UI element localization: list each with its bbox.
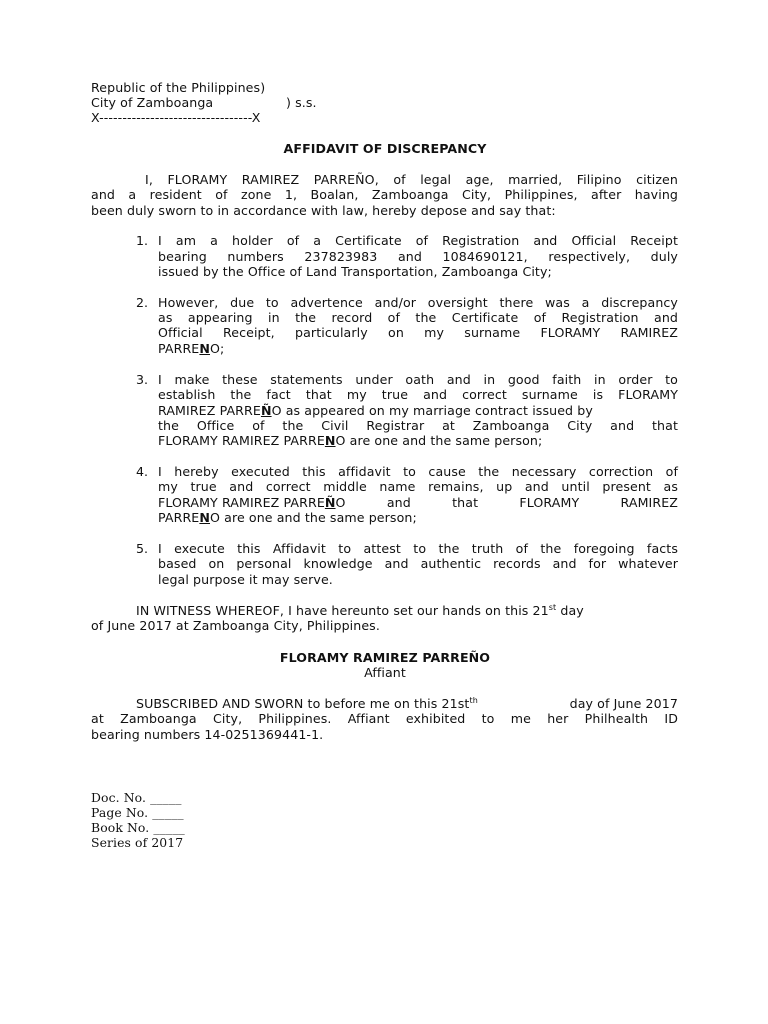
item-3-line-4: the Office of the Civil Registrar at Zamboanga City and that [158, 418, 678, 433]
affiant-name: FLORAMY RAMIREZ PARREÑO [279, 650, 491, 665]
item-4-emphasized-letter: Ñ [324, 495, 336, 510]
intro-line-2: and a resident of zone 1, Boalan, Zamboanga City, Philippines, after having [91, 187, 678, 202]
item-4-line-1: I hereby executed this affidavit to cause the necessary correction of [158, 464, 678, 479]
item-5-line-2: based on personal knowledge and authentic records and for whatever [158, 556, 678, 571]
item-3-line-3 [158, 403, 593, 419]
item-1-line-2: bearing numbers 237823983 and 1084690121, respectively, duly [158, 249, 678, 264]
item-3-line-5-rest: O are one and the same person; [335, 433, 543, 448]
header-city: City of Zamboanga [91, 95, 214, 110]
item-1-line-3: issued by the Office of Land Transportation, Zamboanga City; [158, 264, 552, 279]
series: Series of 2017 [91, 835, 184, 850]
jurat-ordinal: th [469, 696, 478, 705]
intro-line-3: been duly sworn to in accordance with law, hereby depose and say that: [91, 203, 556, 218]
item-4-line-4-rest: O are one and the same person; [210, 510, 417, 525]
page-no: Page No. _____ [91, 805, 184, 820]
item-3-line-2: establish the fact that my true and correct surname is FLORAMY [158, 387, 678, 402]
jurat-date: day of June 2017 [565, 696, 678, 711]
item-4-name-start: FLORAMY RAMIREZ PARRE [158, 495, 325, 510]
witness-ordinal: st [548, 603, 557, 612]
affiant-label: Affiant [364, 665, 406, 680]
item-5-line-3: legal purpose it may serve. [158, 572, 333, 587]
item-4-surname-letter: N [199, 510, 211, 525]
header-x-line: X---------------------------------X [91, 110, 261, 125]
item-3-name-start: FLORAMY RAMIREZ PARRE [158, 433, 325, 448]
item-2-emphasized-letter: N [199, 341, 211, 356]
item-2-line-4 [158, 341, 224, 357]
item-4-line-3-rest: O and that FLORAMY RAMIREZ [335, 495, 678, 510]
header-ss: ) s.s. [286, 95, 317, 110]
item-3-line-5 [158, 433, 542, 449]
item-4-line-4 [158, 510, 417, 526]
jurat-line-1-left [136, 696, 478, 712]
jurat-line-3: bearing numbers 14-0251369441-1. [91, 727, 324, 742]
item-4-number: 4. [136, 464, 149, 479]
header-republic: Republic of the Philippines) [91, 80, 266, 95]
jurat-text: SUBSCRIBED AND SWORN to before me on this 21st [136, 696, 470, 711]
item-2-line-3: Official Receipt, particularly on my surname FLORAMY RAMIREZ [158, 325, 678, 340]
item-3-line-1: I make these statements under oath and in good faith in order to [158, 372, 678, 387]
item-4-line-3 [158, 495, 678, 511]
item-2-surname-start: PARRE [158, 341, 200, 356]
item-2-line-1: However, due to advertence and/or oversight there was a discrepancy [158, 295, 678, 310]
item-2-number: 2. [136, 295, 149, 310]
witness-line-2: of June 2017 at Zamboanga City, Philippines. [91, 618, 380, 633]
item-3-line-3-rest: O as appeared on my marriage contract issued by [271, 403, 593, 418]
witness-day: day [556, 603, 584, 618]
item-4-surname-start: PARRE [158, 510, 200, 525]
item-3-name-letter: N [324, 433, 336, 448]
intro-line-1: I, FLORAMY RAMIREZ PARREÑO, of legal age, married, Filipino citizen [145, 172, 678, 187]
item-2-surname-end: O; [210, 341, 225, 356]
item-1-number: 1. [136, 233, 149, 248]
jurat-line-1 [136, 696, 678, 712]
witness-text: IN WITNESS WHEREOF, I have hereunto set our hands on this 21 [136, 603, 549, 618]
item-3-surname-start: RAMIREZ PARRE [158, 403, 261, 418]
item-2-line-2: as appearing in the record of the Certificate of Registration and [158, 310, 678, 325]
item-5-number: 5. [136, 541, 149, 556]
document-title: AFFIDAVIT OF DISCREPANCY [283, 141, 487, 156]
item-1-line-1: I am a holder of a Certificate of Registration and Official Receipt [158, 233, 678, 248]
item-4-line-3-left [158, 495, 336, 511]
book-no: Book No. _____ [91, 820, 185, 835]
item-5-line-1: I execute this Affidavit to attest to the truth of the foregoing facts [158, 541, 678, 556]
item-3-number: 3. [136, 372, 149, 387]
witness-line-1 [136, 603, 584, 619]
item-4-line-2: my true and correct middle name remains, up and until present as [158, 479, 678, 494]
doc-no: Doc. No. _____ [91, 790, 182, 805]
jurat-line-2: at Zamboanga City, Philippines. Affiant exhibited to me her Philhealth ID [91, 711, 678, 726]
item-3-emphasized-letter: Ñ [260, 403, 272, 418]
